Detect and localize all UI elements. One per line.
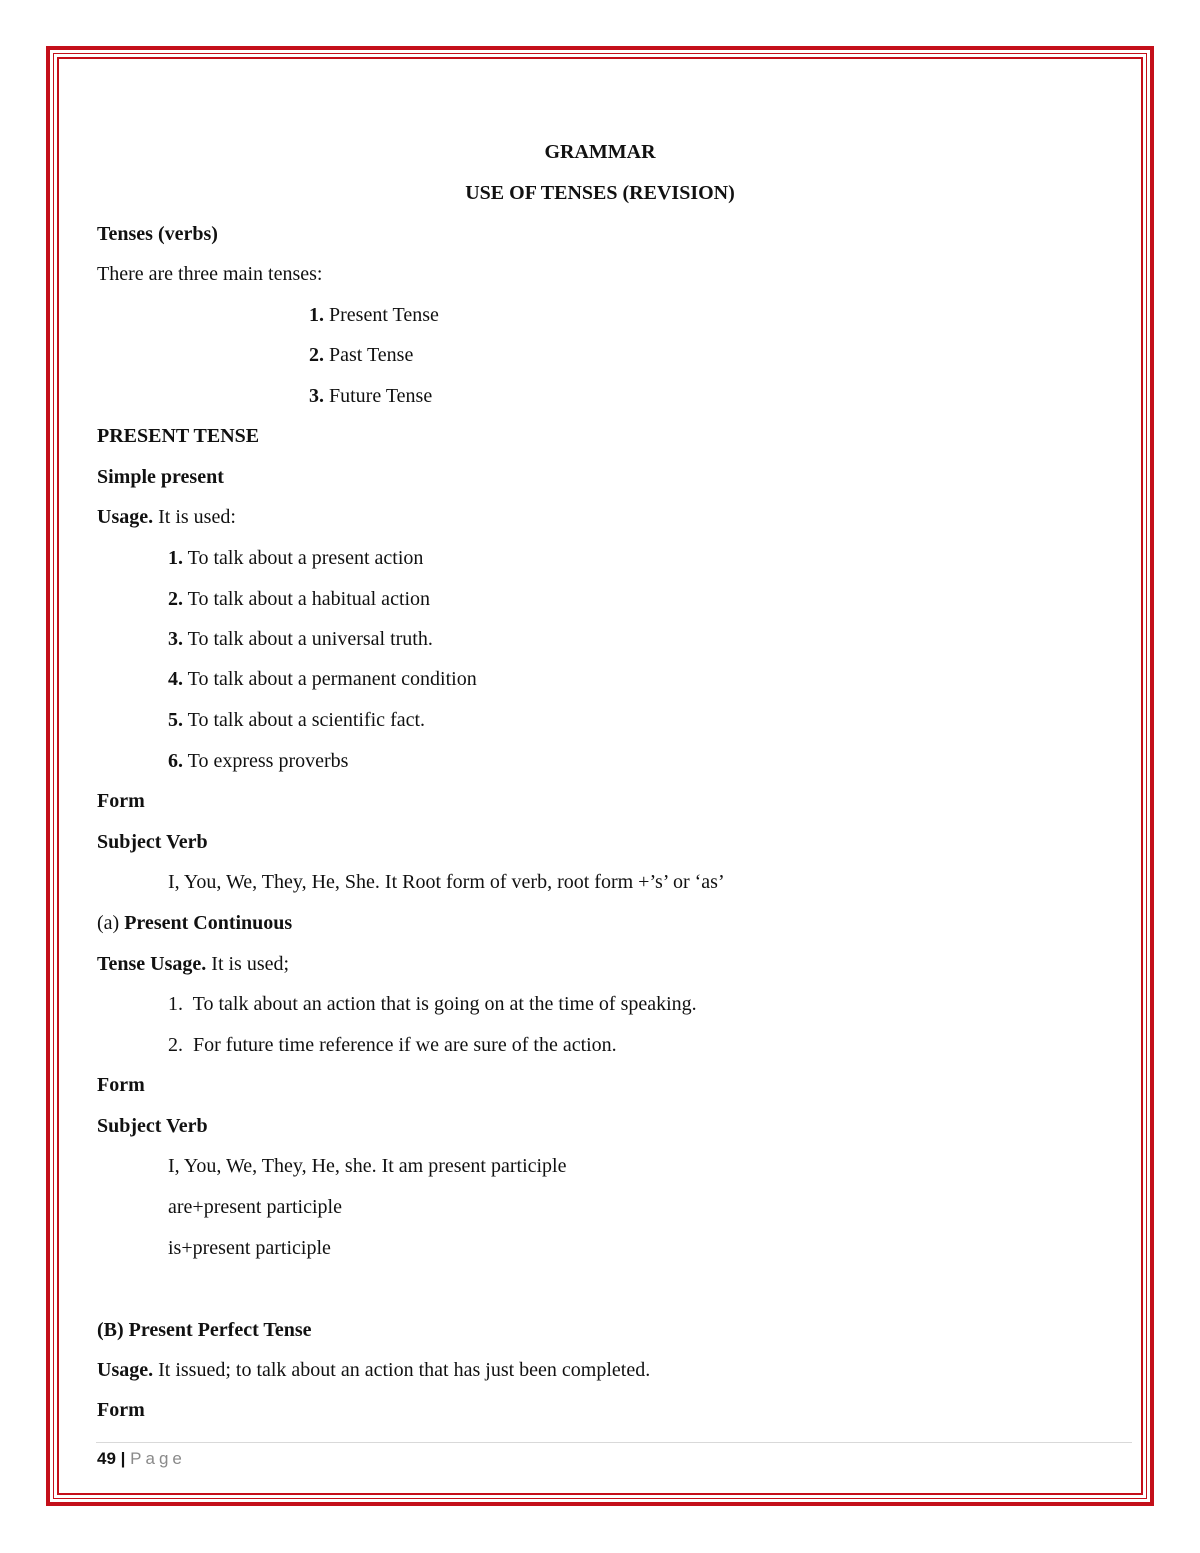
present-continuous-usage: Tense Usage. It is used; (97, 953, 290, 975)
form-line: is+present participle (168, 1237, 331, 1259)
main-tense-item: 1. Present Tense (309, 304, 439, 326)
subject-verb-label: Subject Verb (97, 1115, 208, 1137)
usage-item: 3. To talk about a universal truth. (168, 628, 433, 650)
usage-item: 1. To talk about an action that is going on at the time of speaking. (168, 993, 697, 1015)
page-subtitle: USE OF TENSES (REVISION) (465, 182, 735, 204)
page-title: GRAMMAR (544, 141, 656, 163)
tenses-heading: Tenses (verbs) (97, 223, 218, 245)
present-tense-heading: PRESENT TENSE (97, 425, 260, 447)
footer-separator: | (120, 1449, 126, 1468)
form-label: Form (97, 790, 145, 812)
usage-item: 1. To talk about a present action (168, 547, 424, 569)
simple-present-usage: Usage. It is used: (97, 506, 236, 528)
usage-item: 2. To talk about a habitual action (168, 588, 431, 610)
form-line: I, You, We, They, He, she. It am present participle (168, 1155, 567, 1177)
present-perfect-usage: Usage. It issued; to talk about an action that has just been completed. (97, 1359, 651, 1381)
main-tense-item: 3. Future Tense (309, 385, 433, 407)
form-line: I, You, We, They, He, She. It Root form of verb, root form +’s’ or ‘as’ (168, 871, 725, 893)
usage-item: 2. For future time reference if we are sure of the action. (168, 1034, 617, 1056)
subject-verb-label: Subject Verb (97, 831, 208, 853)
form-line: are+present participle (168, 1196, 342, 1218)
usage-item: 5. To talk about a scientific fact. (168, 709, 426, 731)
form-label: Form (97, 1399, 145, 1421)
usage-item: 6. To express proverbs (168, 750, 349, 772)
simple-present-heading: Simple present (97, 466, 224, 488)
page-number: 49 (97, 1449, 116, 1468)
present-continuous-heading: (a) Present Continuous (97, 912, 293, 934)
usage-item: 4. To talk about a permanent condition (168, 668, 477, 690)
form-label: Form (97, 1074, 145, 1096)
footer-divider (96, 1442, 1132, 1443)
page-label: Page (130, 1449, 186, 1468)
main-tense-item: 2. Past Tense (309, 344, 414, 366)
present-perfect-heading: (B) Present Perfect Tense (97, 1319, 312, 1341)
page-footer (97, 1448, 186, 1470)
intro-text: There are three main tenses: (97, 263, 323, 285)
